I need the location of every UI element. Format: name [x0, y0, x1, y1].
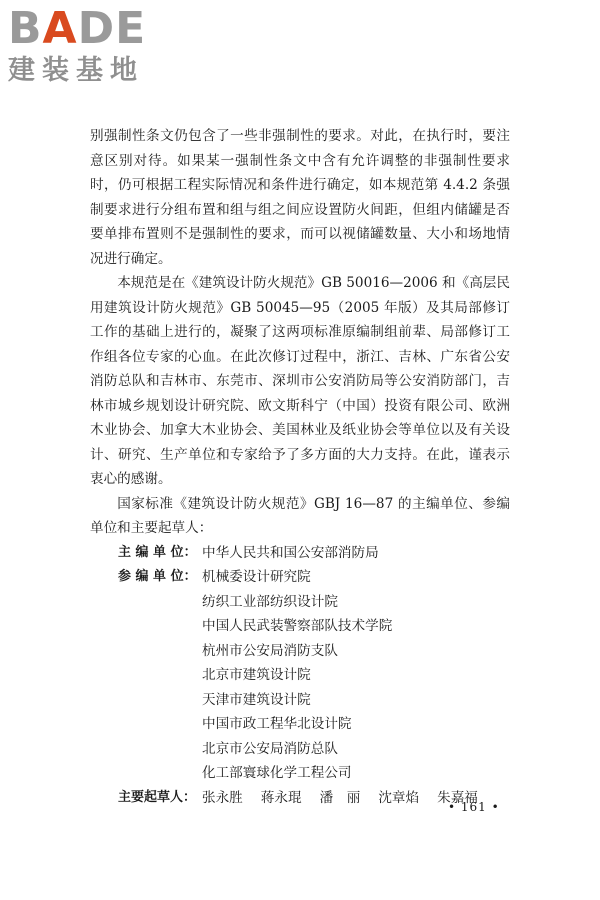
participating-unit: 纺织工业部纺织设计院	[202, 593, 338, 610]
organization-list	[90, 541, 510, 811]
participating-unit-row	[90, 688, 510, 713]
drafters-label: 主要起草人：	[118, 789, 197, 805]
logo-wordmark: BADE	[8, 3, 147, 54]
participating-unit: 北京市建筑设计院	[202, 667, 311, 683]
drafter-name: 张永胜	[202, 789, 243, 806]
drafter-name: 蒋永琨	[260, 789, 302, 806]
participating-unit: 机械委设计研究院	[202, 569, 311, 585]
participating-unit-row	[90, 737, 510, 762]
paragraph: 本规范是在《建筑设计防火规范》GB 50016—2006 和《高层民用建筑设计防火规范》GB 50045—95（2005 年版）及其局部修订工作的基础上进行的，凝聚了这两项标准原编制组前辈、局部修订工作组各位专家的心血。在此次修订过程中，浙江、吉林、广东省公安消防总队和吉林市、东莞市、深圳市公安消防局等公安消防部门，吉林市城乡规划设计研究院、欧文斯科宁（中国）投资有限公司、欧洲木业协会、加拿大木业协会、美国林业及纸业协会等单位以及有关设计、研究、生产单位和专家给予了多方面的大力支持。在此，谨表示衷心的感谢。	[90, 275, 510, 487]
paragraph: 国家标准《建筑设计防火规范》GBJ 16—87 的主编单位、参编单位和主要起草人：	[90, 495, 510, 536]
page-number: • 161 •	[448, 800, 500, 814]
drafters-names	[202, 786, 478, 811]
participating-unit: 天津市建筑设计院	[202, 691, 311, 708]
page-content	[90, 124, 510, 810]
participating-unit: 中国人民武装警察部队技术学院	[202, 618, 393, 634]
participating-unit-row	[90, 761, 510, 786]
drafter-name: 朱嘉福	[437, 789, 478, 806]
bade-logo	[8, 4, 178, 86]
participating-units-label: 参 编 单 位：	[118, 569, 197, 584]
participating-unit-row	[90, 639, 510, 664]
chief-unit-label: 主 编 单 位：	[118, 544, 197, 560]
drafter-name: 沈章焰	[378, 789, 420, 806]
logo-subtitle: 建装基地	[8, 55, 144, 86]
participating-unit-row	[90, 590, 510, 615]
participating-unit-row	[90, 663, 510, 688]
chief-unit-row	[90, 541, 510, 566]
participating-unit-row	[90, 614, 510, 639]
paragraph: 别强制性条文仍包含了一些非强制性的要求。对此，在执行时，要注意区别对待。如果某一强制性条文中含有允许调整的非强制性要求时，仍可根据工程实际情况和条件进行确定，如本规范第 4.4.2 条强制要求进行分组布置和组与组之间应设置防火间距，但组内储罐是否要单排布置则不是强制性的要求，而可以视储罐数量、大小和场地情况进行确定。	[90, 128, 510, 267]
participating-unit-row	[90, 565, 510, 590]
drafters-row	[90, 786, 510, 811]
participating-unit: 化工部寰球化学工程公司	[202, 765, 352, 781]
participating-unit: 北京市公安局消防总队	[202, 740, 338, 757]
participating-unit: 中国市政工程华北设计院	[202, 716, 352, 732]
drafter-name: 潘 丽	[319, 789, 361, 806]
chief-unit-value: 中华人民共和国公安部消防局	[202, 544, 379, 561]
participating-unit: 杭州市公安局消防支队	[202, 642, 338, 659]
participating-unit-row	[90, 712, 510, 737]
